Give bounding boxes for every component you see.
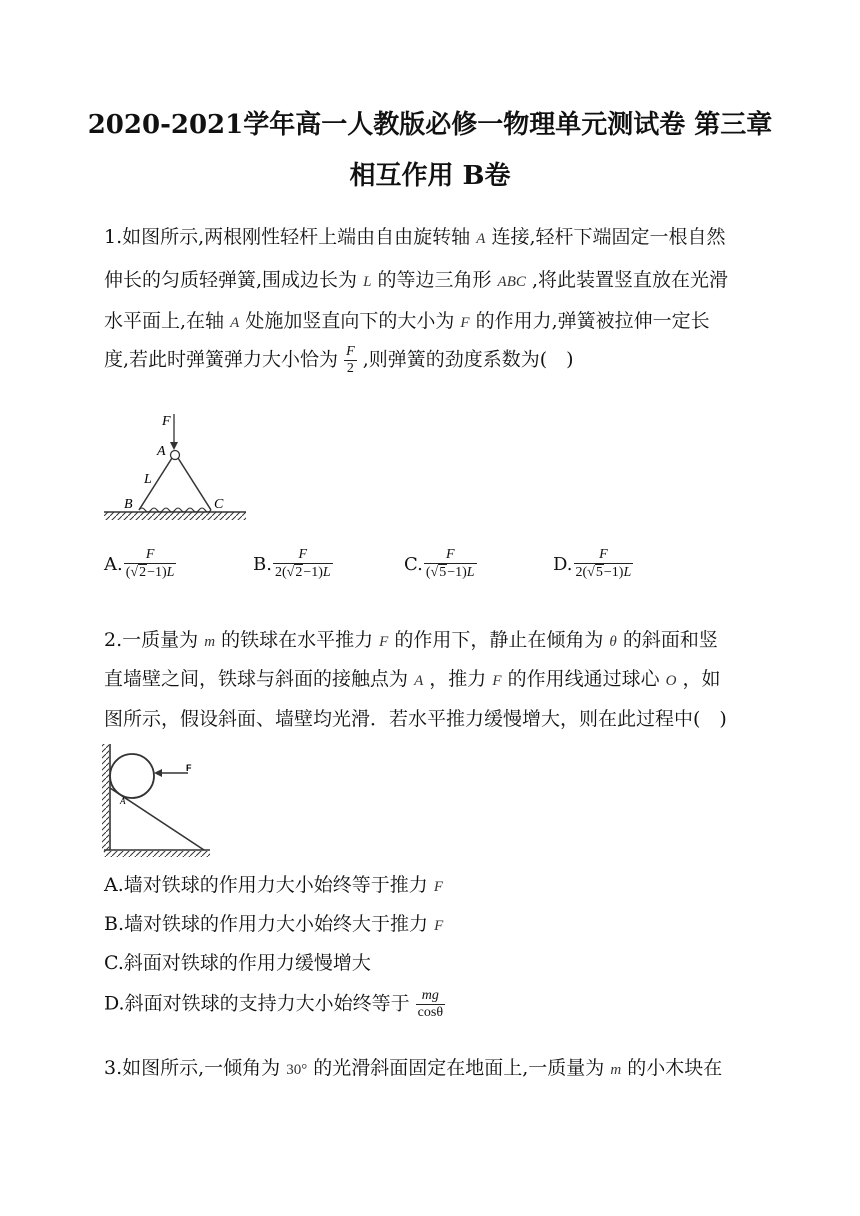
q1-fraction (344, 344, 357, 377)
q2-text: 的作用下，静止在倾角为 (394, 629, 604, 651)
label-B: B (124, 497, 133, 512)
fraction-numerator: F (124, 547, 177, 564)
q1-text: 的作用力,弹簧被拉伸一定长 (475, 310, 710, 332)
rod-right (178, 458, 211, 510)
q3-text: 的小木块在 (627, 1057, 723, 1079)
q1-var: A (476, 231, 486, 247)
denominator-tail: −1 (447, 565, 463, 581)
denominator-var: L (322, 565, 331, 581)
q2-text: 的铁球在水平推力 (221, 629, 374, 651)
q1-option-a[interactable] (104, 547, 176, 581)
q3-line-1 (104, 1053, 722, 1080)
q2-text: 图所示，假设斜面、墙壁均光滑．若水平推力缓慢增大，则在此过程中( ) (104, 708, 727, 730)
label-C: C (214, 497, 224, 512)
radicand: 5 (439, 565, 447, 581)
q2-var: F (379, 634, 389, 650)
q2-text: 直墙壁之间，铁球与斜面的接触点为 (104, 668, 409, 690)
option-text: A.墙对铁球的作用力大小始终等于推力 (104, 874, 428, 896)
denominator-var: L (623, 565, 632, 581)
q1-option-c[interactable] (404, 547, 477, 581)
q1-text: ,则弹簧的劲度系数为( ) (362, 348, 574, 371)
q3-text: 3.如图所示,一倾角为 (104, 1057, 281, 1079)
arrow-head-icon (154, 769, 162, 777)
q2-text: 2.一质量为 (104, 629, 199, 651)
q1-option-d[interactable] (553, 547, 633, 581)
arrow-head-icon (170, 442, 178, 450)
q1-option-b[interactable] (253, 547, 333, 581)
label-L: L (144, 472, 152, 487)
q1-triangle-figure (104, 408, 246, 522)
q1-var: L (363, 274, 372, 290)
radicand: 2 (139, 565, 147, 581)
q1-text: ,将此装置竖直放在光滑 (531, 269, 728, 291)
q2-var: θ (609, 634, 617, 650)
fraction-denominator: (√2−1)L (125, 565, 175, 581)
q2-text: 的斜面和竖 (622, 629, 718, 651)
q2-text: ，如 (682, 668, 721, 690)
q2-text: 的作用线通过球心 (507, 668, 660, 690)
fraction-denominator: 2 (346, 361, 354, 377)
label-A: A (157, 444, 166, 459)
denominator-tail: −1 (303, 565, 319, 581)
fraction-numerator: mg (416, 988, 445, 1005)
radicand: 2 (295, 565, 303, 581)
q1-text: 度,若此时弹簧弹力大小恰为 (104, 348, 339, 371)
q1-var: F (460, 315, 470, 331)
q1-var: A (230, 315, 240, 331)
label-F: F (162, 414, 171, 429)
option-fraction (124, 547, 177, 581)
q2-option-c[interactable] (104, 948, 371, 975)
denominator-var: L (466, 565, 475, 581)
option-fraction (574, 547, 634, 581)
q2-var: F (492, 673, 502, 689)
option-var: F (434, 918, 444, 934)
option-var: F (433, 879, 443, 895)
q3-var: m (610, 1062, 622, 1078)
option-text: D.斜面对铁球的支持力大小始终等于 (104, 992, 410, 1015)
wall-hatch (102, 744, 109, 852)
q1-var: ABC (497, 274, 526, 290)
q2-var: m (204, 634, 216, 650)
fraction-denominator: cosθ (417, 1005, 444, 1021)
q2-option-a[interactable] (104, 870, 443, 897)
q2-var: O (665, 673, 677, 689)
option-label: A. (104, 553, 123, 575)
q1-text: 水平面上,在轴 (104, 310, 225, 332)
q3-var: 30° (286, 1062, 308, 1078)
option-fraction (273, 547, 333, 581)
q2-var: A (414, 673, 424, 689)
fraction-numerator: F (344, 344, 357, 361)
label-A: A (120, 796, 126, 806)
q1-text: 处施加竖直向下的大小为 (245, 310, 455, 332)
option-label: B. (253, 553, 272, 575)
option-label: C. (404, 553, 423, 575)
q2-line-3 (104, 704, 727, 731)
denominator-tail: −1 (603, 565, 619, 581)
label-F: F (186, 763, 192, 773)
fraction-numerator: F (273, 547, 333, 564)
fraction-denominator: 2(√2−1)L (274, 565, 331, 581)
document-title-line-2: 相互作用 B卷 (349, 161, 511, 191)
q1-text: 1.如图所示,两根刚性轻杆上端由自由旋转轴 (104, 226, 471, 248)
q2-ball-incline-figure (100, 742, 212, 858)
denominator-coefficient: 2 (575, 565, 583, 581)
denominator-var: L (166, 565, 175, 581)
q1-text: 的等边三角形 (377, 269, 492, 291)
option-fraction (424, 547, 477, 581)
option-fraction (416, 988, 445, 1021)
q1-text: 伸长的匀质轻弹簧,围成边长为 (104, 269, 358, 291)
q2-option-b[interactable] (104, 909, 443, 936)
q1-line-1 (104, 222, 725, 249)
option-label: D. (553, 553, 573, 575)
fraction-numerator: F (424, 547, 477, 564)
q1-line-4 (104, 344, 574, 377)
q2-line-1 (104, 625, 718, 652)
iron-ball (110, 754, 154, 798)
document-title-line-1: 2020-2021学年高一人教版必修一物理单元测试卷 第三章 (87, 110, 773, 140)
q1-line-3 (104, 306, 710, 333)
q1-line-2 (104, 265, 728, 292)
q2-line-2 (104, 664, 721, 691)
denominator-coefficient: 2 (274, 565, 282, 581)
ground-hatch (104, 851, 210, 857)
ground-hatch (104, 512, 246, 520)
q2-text: ，推力 (429, 668, 487, 690)
option-text: C.斜面对铁球的作用力缓慢增大 (104, 952, 371, 974)
fraction-denominator: (√5−1)L (425, 565, 475, 581)
denominator-tail: −1 (147, 565, 162, 581)
fraction-numerator: F (574, 547, 634, 564)
option-text: B.墙对铁球的作用力大小始终大于推力 (104, 913, 429, 935)
q2-option-d[interactable] (104, 988, 445, 1021)
fraction-denominator: 2(√5−1)L (575, 565, 632, 581)
q1-text: 连接,轻杆下端固定一根自然 (491, 226, 726, 248)
q3-text: 的光滑斜面固定在地面上,一质量为 (313, 1057, 605, 1079)
radicand: 5 (595, 565, 603, 581)
